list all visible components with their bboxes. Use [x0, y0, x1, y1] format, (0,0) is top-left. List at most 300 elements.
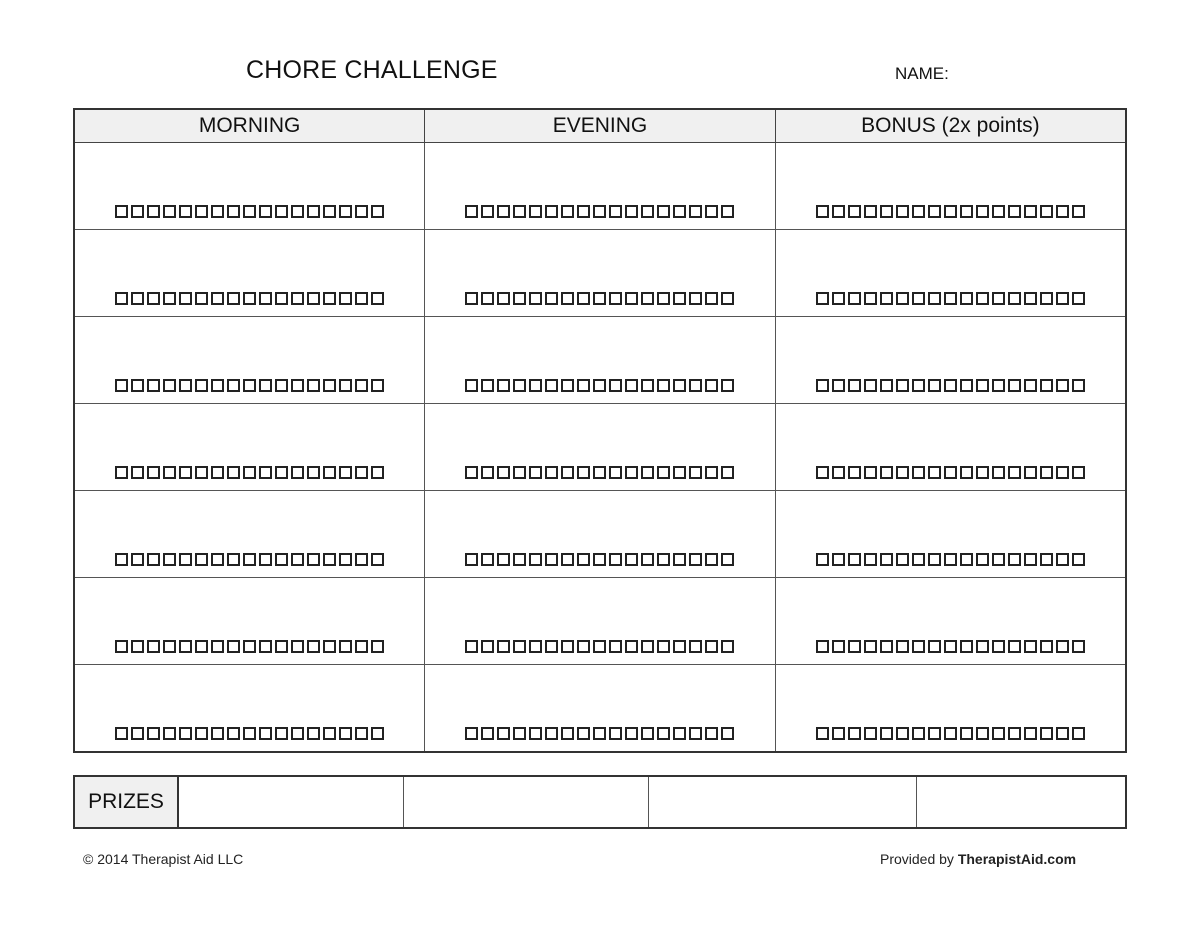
checkbox[interactable]: [641, 292, 654, 305]
checkbox[interactable]: [529, 727, 542, 740]
checkbox[interactable]: [355, 466, 368, 479]
checkbox[interactable]: [976, 553, 989, 566]
checkbox[interactable]: [545, 292, 558, 305]
checkbox[interactable]: [259, 292, 272, 305]
checkbox[interactable]: [976, 640, 989, 653]
checkbox[interactable]: [513, 205, 526, 218]
checkbox[interactable]: [481, 640, 494, 653]
checkbox[interactable]: [593, 205, 606, 218]
checkbox[interactable]: [864, 466, 877, 479]
checkbox[interactable]: [163, 379, 176, 392]
checkbox[interactable]: [1072, 553, 1085, 566]
checkbox[interactable]: [529, 205, 542, 218]
checkbox[interactable]: [115, 553, 128, 566]
checkbox[interactable]: [816, 379, 829, 392]
checkbox[interactable]: [513, 466, 526, 479]
checkbox[interactable]: [880, 205, 893, 218]
prize-slot-3[interactable]: [649, 776, 917, 828]
checkbox[interactable]: [673, 727, 686, 740]
checkbox[interactable]: [481, 205, 494, 218]
checkbox[interactable]: [832, 205, 845, 218]
checkbox[interactable]: [115, 292, 128, 305]
checkbox[interactable]: [689, 640, 702, 653]
checkbox[interactable]: [275, 205, 288, 218]
checkbox[interactable]: [912, 727, 925, 740]
checkbox[interactable]: [465, 292, 478, 305]
checkbox[interactable]: [625, 205, 638, 218]
checkbox[interactable]: [275, 553, 288, 566]
checkbox[interactable]: [275, 379, 288, 392]
checkbox[interactable]: [115, 379, 128, 392]
checkbox[interactable]: [371, 466, 384, 479]
checkbox[interactable]: [339, 640, 352, 653]
checkbox[interactable]: [944, 379, 957, 392]
checkbox[interactable]: [561, 640, 574, 653]
checkbox[interactable]: [195, 379, 208, 392]
checkbox[interactable]: [371, 205, 384, 218]
checkbox[interactable]: [577, 205, 590, 218]
checkbox[interactable]: [243, 727, 256, 740]
checkbox[interactable]: [131, 640, 144, 653]
checkbox[interactable]: [928, 205, 941, 218]
checkbox[interactable]: [960, 640, 973, 653]
checkbox[interactable]: [705, 727, 718, 740]
checkbox[interactable]: [481, 292, 494, 305]
checkbox[interactable]: [880, 379, 893, 392]
checkbox[interactable]: [307, 727, 320, 740]
checkbox[interactable]: [179, 727, 192, 740]
checkbox[interactable]: [465, 640, 478, 653]
checkbox[interactable]: [896, 466, 909, 479]
checkbox[interactable]: [689, 205, 702, 218]
checkbox[interactable]: [1024, 553, 1037, 566]
chore-cell-bonus[interactable]: [775, 404, 1126, 491]
checkbox[interactable]: [641, 640, 654, 653]
checkbox[interactable]: [497, 205, 510, 218]
chore-cell-bonus[interactable]: [775, 230, 1126, 317]
chore-cell-morning[interactable]: [74, 143, 425, 230]
checkbox[interactable]: [355, 553, 368, 566]
checkbox[interactable]: [721, 379, 734, 392]
checkbox[interactable]: [131, 727, 144, 740]
chore-cell-bonus[interactable]: [775, 578, 1126, 665]
checkbox[interactable]: [243, 379, 256, 392]
checkbox[interactable]: [227, 379, 240, 392]
checkbox[interactable]: [323, 553, 336, 566]
checkbox[interactable]: [673, 379, 686, 392]
checkbox[interactable]: [1040, 640, 1053, 653]
checkbox[interactable]: [657, 379, 670, 392]
checkbox[interactable]: [896, 205, 909, 218]
checkbox[interactable]: [179, 466, 192, 479]
checkbox[interactable]: [275, 640, 288, 653]
checkbox[interactable]: [227, 466, 240, 479]
checkbox[interactable]: [243, 466, 256, 479]
checkbox[interactable]: [465, 205, 478, 218]
chore-cell-evening[interactable]: [425, 317, 776, 404]
checkbox[interactable]: [561, 205, 574, 218]
checkbox[interactable]: [864, 379, 877, 392]
checkbox[interactable]: [976, 292, 989, 305]
checkbox[interactable]: [848, 466, 861, 479]
checkbox[interactable]: [243, 553, 256, 566]
checkbox[interactable]: [275, 727, 288, 740]
chore-cell-evening[interactable]: [425, 404, 776, 491]
checkbox[interactable]: [721, 205, 734, 218]
checkbox[interactable]: [561, 466, 574, 479]
checkbox[interactable]: [291, 553, 304, 566]
checkbox[interactable]: [307, 466, 320, 479]
checkbox[interactable]: [832, 727, 845, 740]
checkbox[interactable]: [561, 292, 574, 305]
chore-cell-bonus[interactable]: [775, 665, 1126, 753]
checkbox[interactable]: [577, 292, 590, 305]
checkbox[interactable]: [147, 640, 160, 653]
checkbox[interactable]: [1072, 205, 1085, 218]
checkbox[interactable]: [211, 727, 224, 740]
checkbox[interactable]: [705, 205, 718, 218]
checkbox[interactable]: [593, 292, 606, 305]
checkbox[interactable]: [131, 379, 144, 392]
chore-cell-bonus[interactable]: [775, 491, 1126, 578]
checkbox[interactable]: [179, 640, 192, 653]
checkbox[interactable]: [1056, 292, 1069, 305]
checkbox[interactable]: [928, 466, 941, 479]
checkbox[interactable]: [992, 292, 1005, 305]
checkbox[interactable]: [864, 553, 877, 566]
checkbox[interactable]: [323, 640, 336, 653]
checkbox[interactable]: [657, 205, 670, 218]
checkbox[interactable]: [131, 205, 144, 218]
checkbox[interactable]: [960, 379, 973, 392]
checkbox[interactable]: [848, 379, 861, 392]
checkbox[interactable]: [211, 553, 224, 566]
chore-cell-bonus[interactable]: [775, 143, 1126, 230]
checkbox[interactable]: [291, 292, 304, 305]
checkbox[interactable]: [609, 466, 622, 479]
checkbox[interactable]: [912, 205, 925, 218]
checkbox[interactable]: [992, 379, 1005, 392]
chore-cell-morning[interactable]: [74, 578, 425, 665]
checkbox[interactable]: [577, 727, 590, 740]
checkbox[interactable]: [673, 292, 686, 305]
checkbox[interactable]: [832, 553, 845, 566]
checkbox[interactable]: [928, 640, 941, 653]
checkbox[interactable]: [816, 727, 829, 740]
chore-cell-bonus[interactable]: [775, 317, 1126, 404]
checkbox[interactable]: [689, 553, 702, 566]
checkbox[interactable]: [529, 379, 542, 392]
checkbox[interactable]: [1072, 292, 1085, 305]
checkbox[interactable]: [561, 553, 574, 566]
checkbox[interactable]: [689, 379, 702, 392]
checkbox[interactable]: [339, 727, 352, 740]
checkbox[interactable]: [912, 640, 925, 653]
checkbox[interactable]: [689, 292, 702, 305]
checkbox[interactable]: [976, 466, 989, 479]
checkbox[interactable]: [545, 379, 558, 392]
chore-cell-evening[interactable]: [425, 665, 776, 753]
checkbox[interactable]: [896, 292, 909, 305]
checkbox[interactable]: [960, 205, 973, 218]
checkbox[interactable]: [323, 379, 336, 392]
checkbox[interactable]: [1008, 640, 1021, 653]
checkbox[interactable]: [243, 292, 256, 305]
checkbox[interactable]: [721, 727, 734, 740]
checkbox[interactable]: [1040, 553, 1053, 566]
checkbox[interactable]: [561, 379, 574, 392]
checkbox[interactable]: [195, 640, 208, 653]
checkbox[interactable]: [992, 466, 1005, 479]
checkbox[interactable]: [291, 727, 304, 740]
checkbox[interactable]: [960, 727, 973, 740]
checkbox[interactable]: [721, 466, 734, 479]
checkbox[interactable]: [371, 727, 384, 740]
checkbox[interactable]: [1024, 379, 1037, 392]
checkbox[interactable]: [211, 205, 224, 218]
checkbox[interactable]: [115, 640, 128, 653]
checkbox[interactable]: [307, 292, 320, 305]
chore-cell-evening[interactable]: [425, 578, 776, 665]
checkbox[interactable]: [163, 466, 176, 479]
checkbox[interactable]: [880, 466, 893, 479]
checkbox[interactable]: [497, 466, 510, 479]
checkbox[interactable]: [195, 727, 208, 740]
checkbox[interactable]: [163, 292, 176, 305]
checkbox[interactable]: [1056, 553, 1069, 566]
checkbox[interactable]: [131, 292, 144, 305]
checkbox[interactable]: [848, 205, 861, 218]
checkbox[interactable]: [1072, 466, 1085, 479]
checkbox[interactable]: [545, 205, 558, 218]
checkbox[interactable]: [195, 205, 208, 218]
checkbox[interactable]: [992, 640, 1005, 653]
checkbox[interactable]: [339, 205, 352, 218]
checkbox[interactable]: [1024, 727, 1037, 740]
checkbox[interactable]: [545, 640, 558, 653]
checkbox[interactable]: [593, 466, 606, 479]
checkbox[interactable]: [211, 640, 224, 653]
checkbox[interactable]: [481, 553, 494, 566]
checkbox[interactable]: [896, 640, 909, 653]
checkbox[interactable]: [513, 292, 526, 305]
checkbox[interactable]: [1056, 205, 1069, 218]
checkbox[interactable]: [465, 553, 478, 566]
checkbox[interactable]: [371, 640, 384, 653]
checkbox[interactable]: [211, 292, 224, 305]
checkbox[interactable]: [371, 553, 384, 566]
checkbox[interactable]: [529, 640, 542, 653]
checkbox[interactable]: [657, 553, 670, 566]
checkbox[interactable]: [307, 553, 320, 566]
checkbox[interactable]: [593, 379, 606, 392]
checkbox[interactable]: [1040, 379, 1053, 392]
checkbox[interactable]: [355, 379, 368, 392]
checkbox[interactable]: [960, 553, 973, 566]
checkbox[interactable]: [355, 292, 368, 305]
checkbox[interactable]: [928, 553, 941, 566]
checkbox[interactable]: [211, 379, 224, 392]
checkbox[interactable]: [641, 727, 654, 740]
checkbox[interactable]: [497, 379, 510, 392]
checkbox[interactable]: [657, 727, 670, 740]
checkbox[interactable]: [625, 292, 638, 305]
checkbox[interactable]: [832, 292, 845, 305]
checkbox[interactable]: [131, 466, 144, 479]
chore-cell-morning[interactable]: [74, 230, 425, 317]
checkbox[interactable]: [339, 292, 352, 305]
checkbox[interactable]: [131, 553, 144, 566]
checkbox[interactable]: [481, 466, 494, 479]
checkbox[interactable]: [243, 205, 256, 218]
checkbox[interactable]: [689, 466, 702, 479]
checkbox[interactable]: [864, 292, 877, 305]
checkbox[interactable]: [577, 466, 590, 479]
checkbox[interactable]: [195, 292, 208, 305]
checkbox[interactable]: [307, 640, 320, 653]
checkbox[interactable]: [944, 205, 957, 218]
checkbox[interactable]: [625, 640, 638, 653]
checkbox[interactable]: [848, 553, 861, 566]
checkbox[interactable]: [227, 640, 240, 653]
checkbox[interactable]: [291, 640, 304, 653]
checkbox[interactable]: [1040, 292, 1053, 305]
checkbox[interactable]: [848, 292, 861, 305]
checkbox[interactable]: [673, 640, 686, 653]
checkbox[interactable]: [561, 727, 574, 740]
checkbox[interactable]: [880, 292, 893, 305]
checkbox[interactable]: [529, 292, 542, 305]
chore-cell-morning[interactable]: [74, 404, 425, 491]
checkbox[interactable]: [529, 553, 542, 566]
checkbox[interactable]: [625, 553, 638, 566]
checkbox[interactable]: [147, 553, 160, 566]
checkbox[interactable]: [227, 553, 240, 566]
checkbox[interactable]: [339, 466, 352, 479]
checkbox[interactable]: [147, 466, 160, 479]
checkbox[interactable]: [371, 292, 384, 305]
checkbox[interactable]: [848, 640, 861, 653]
checkbox[interactable]: [259, 640, 272, 653]
checkbox[interactable]: [291, 466, 304, 479]
checkbox[interactable]: [705, 379, 718, 392]
checkbox[interactable]: [497, 640, 510, 653]
checkbox[interactable]: [609, 727, 622, 740]
checkbox[interactable]: [944, 727, 957, 740]
checkbox[interactable]: [465, 379, 478, 392]
checkbox[interactable]: [259, 205, 272, 218]
checkbox[interactable]: [960, 292, 973, 305]
checkbox[interactable]: [323, 727, 336, 740]
checkbox[interactable]: [944, 640, 957, 653]
checkbox[interactable]: [577, 640, 590, 653]
checkbox[interactable]: [275, 466, 288, 479]
checkbox[interactable]: [992, 205, 1005, 218]
checkbox[interactable]: [1056, 640, 1069, 653]
chore-cell-evening[interactable]: [425, 143, 776, 230]
checkbox[interactable]: [465, 727, 478, 740]
checkbox[interactable]: [976, 379, 989, 392]
checkbox[interactable]: [609, 379, 622, 392]
checkbox[interactable]: [912, 466, 925, 479]
checkbox[interactable]: [513, 727, 526, 740]
checkbox[interactable]: [641, 205, 654, 218]
checkbox[interactable]: [832, 640, 845, 653]
checkbox[interactable]: [912, 379, 925, 392]
checkbox[interactable]: [513, 640, 526, 653]
checkbox[interactable]: [211, 466, 224, 479]
checkbox[interactable]: [1008, 379, 1021, 392]
checkbox[interactable]: [896, 553, 909, 566]
checkbox[interactable]: [465, 466, 478, 479]
checkbox[interactable]: [609, 553, 622, 566]
checkbox[interactable]: [673, 205, 686, 218]
checkbox[interactable]: [832, 466, 845, 479]
checkbox[interactable]: [609, 640, 622, 653]
checkbox[interactable]: [323, 466, 336, 479]
chore-cell-morning[interactable]: [74, 317, 425, 404]
checkbox[interactable]: [816, 292, 829, 305]
checkbox[interactable]: [689, 727, 702, 740]
checkbox[interactable]: [179, 205, 192, 218]
checkbox[interactable]: [721, 292, 734, 305]
checkbox[interactable]: [227, 727, 240, 740]
checkbox[interactable]: [816, 466, 829, 479]
checkbox[interactable]: [816, 553, 829, 566]
checkbox[interactable]: [307, 205, 320, 218]
checkbox[interactable]: [1008, 727, 1021, 740]
checkbox[interactable]: [625, 379, 638, 392]
checkbox[interactable]: [864, 727, 877, 740]
checkbox[interactable]: [147, 727, 160, 740]
checkbox[interactable]: [912, 292, 925, 305]
checkbox[interactable]: [1008, 553, 1021, 566]
checkbox[interactable]: [641, 379, 654, 392]
checkbox[interactable]: [355, 205, 368, 218]
checkbox[interactable]: [339, 553, 352, 566]
checkbox[interactable]: [816, 205, 829, 218]
checkbox[interactable]: [641, 466, 654, 479]
checkbox[interactable]: [1072, 727, 1085, 740]
checkbox[interactable]: [163, 640, 176, 653]
checkbox[interactable]: [323, 292, 336, 305]
checkbox[interactable]: [529, 466, 542, 479]
checkbox[interactable]: [227, 292, 240, 305]
checkbox[interactable]: [657, 640, 670, 653]
checkbox[interactable]: [944, 292, 957, 305]
checkbox[interactable]: [307, 379, 320, 392]
chore-cell-evening[interactable]: [425, 491, 776, 578]
checkbox[interactable]: [928, 727, 941, 740]
checkbox[interactable]: [976, 205, 989, 218]
checkbox[interactable]: [928, 292, 941, 305]
checkbox[interactable]: [115, 727, 128, 740]
checkbox[interactable]: [944, 553, 957, 566]
checkbox[interactable]: [227, 205, 240, 218]
checkbox[interactable]: [147, 205, 160, 218]
checkbox[interactable]: [1008, 292, 1021, 305]
checkbox[interactable]: [323, 205, 336, 218]
checkbox[interactable]: [912, 553, 925, 566]
checkbox[interactable]: [880, 727, 893, 740]
checkbox[interactable]: [497, 727, 510, 740]
checkbox[interactable]: [545, 466, 558, 479]
checkbox[interactable]: [1056, 466, 1069, 479]
checkbox[interactable]: [832, 379, 845, 392]
checkbox[interactable]: [721, 553, 734, 566]
checkbox[interactable]: [625, 727, 638, 740]
checkbox[interactable]: [705, 292, 718, 305]
